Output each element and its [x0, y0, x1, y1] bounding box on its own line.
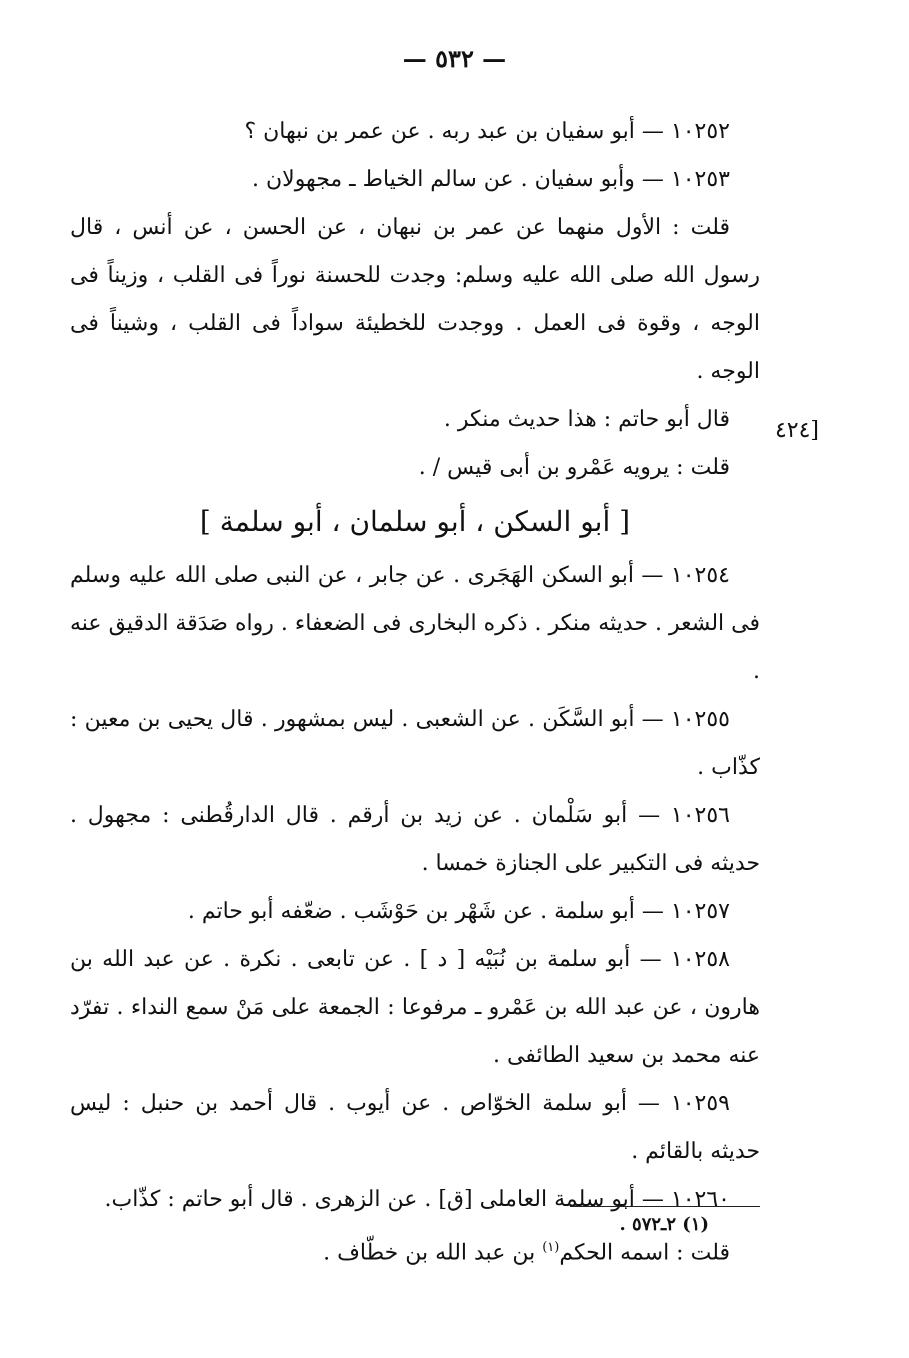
page-number: — ٥٣٢ —: [402, 44, 507, 73]
footnote: (١) ٢ـ٥٧٢ .: [619, 1214, 709, 1235]
entry-10259: ١٠٢٥٩ — أبو سلمة الخوّاص . عن أيوب . قال أحمد بن حنبل : ليس حديثه بالقائم .: [70, 1091, 760, 1164]
entry-10253: ١٠٢٥٣ — وأبو سفيان . عن سالم الخياط ـ مجهولان .: [252, 167, 730, 192]
entry-10257: ١٠٢٥٧ — أبو سلمة . عن شَهْر بن حَوْشَب . ضعّفه أبو حاتم .: [187, 899, 730, 924]
note-paragraph: قلت : الأول منهما عن عمر بن نبهان ، عن الحسن ، عن أنس ، قال رسول الله صلى الله عليه وسلم: وجدت للحسنة نوراً فى القلب ، وزيناً فى الوجه ، وقوة فى العمل . ووجدت للخطيئة سواداً فى القلب ، وشيناً فى الوجه .: [70, 215, 760, 384]
margin-page-reference: [٤٢٤: [774, 418, 819, 443]
final-note-start: قلت : اسمه الحكم: [559, 1240, 730, 1266]
entry-10260: ١٠٢٦٠ — أبو سلمة العاملى [ق] . عن الزهرى . قال أبو حاتم : كذّاب.: [104, 1187, 730, 1212]
note-narration: قلت : يرويه عَمْرو بن أبى قيس / .: [418, 455, 730, 480]
footnote-marker: (١): [542, 1240, 560, 1255]
body-text: [70, 108, 760, 1277]
entry-10256: ١٠٢٥٦ — أبو سَلْمان . عن زيد بن أرقم . قال الدارقُطنى : مجهول . حديثه فى التكبير على الجنازة خمسا .: [70, 803, 760, 876]
final-note-end: بن عبد الله بن خطّاف .: [323, 1240, 543, 1266]
entry-10258: ١٠٢٥٨ — أبو سلمة بن نُبَيْه [ د ] . عن تابعى . نكرة . عن عبد الله بن هارون ، عن عبد الله بن عَمْرو ـ مرفوعا : الجمعة على مَنْ سمع النداء . تفرّد عنه محمد بن سعيد الطائفى .: [70, 947, 760, 1068]
entry-10254: ١٠٢٥٤ — أبو السكن الهَجَرى . عن جابر ، عن النبى صلى الله عليه وسلم فى الشعر . حديثه منكر . ذكره البخارى فى الضعفاء . رواه صَدَقة الدقيق عنه .: [70, 563, 760, 684]
abu-hatim-statement: قال أبو حاتم : هذا حديث منكر .: [443, 407, 730, 432]
entry-10252: ١٠٢٥٢ — أبو سفيان بن عبد ربه . عن عمر بن نبهان ؟: [244, 119, 730, 144]
entry-10255: ١٠٢٥٥ — أبو السَّكَن . عن الشعبى . ليس بمشهور . قال يحيى بن معين : كذّاب .: [70, 707, 760, 780]
footnote-divider: [570, 1206, 760, 1207]
section-heading: [ أبو السكن ، أبو سلمان ، أبو سلمة ]: [199, 505, 631, 538]
